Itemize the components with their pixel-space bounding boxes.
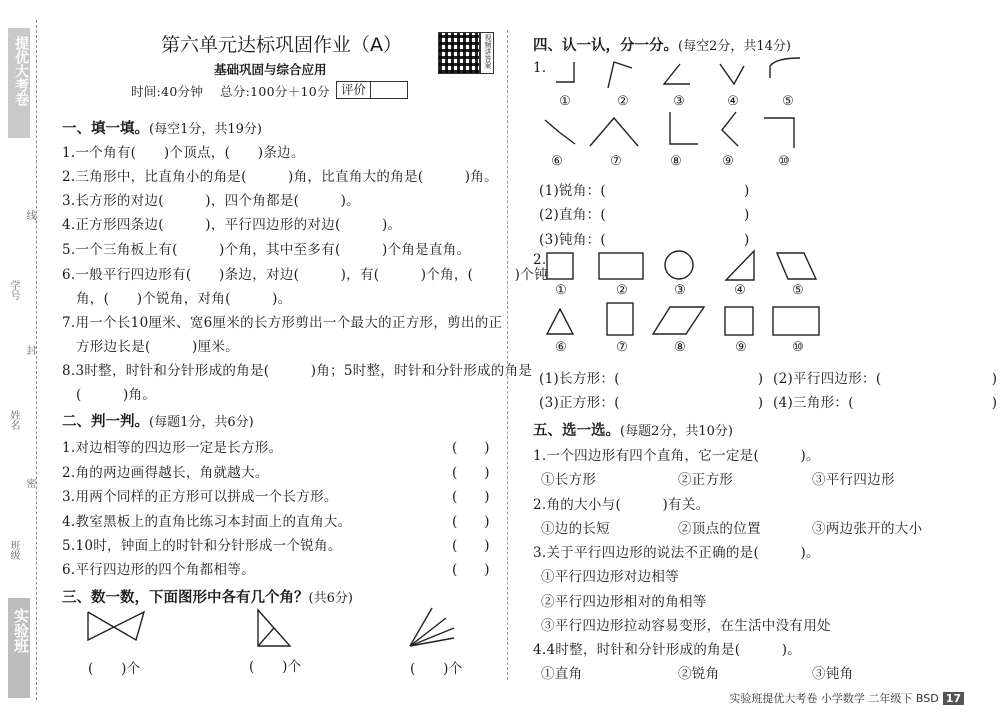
time-limit: 时间:40分钟 <box>131 84 204 99</box>
judge-item-6: 6.平行四边形的四个角都相等。 <box>62 562 255 578</box>
s1-line-6b: 角，( )个锐角，对角( )。 <box>76 291 292 307</box>
shape-num-2: ② <box>616 283 628 298</box>
count-answer-2[interactable]: ( )个 <box>249 659 302 675</box>
section-4-title: 四、认一认，分一分。(每空2分，共14分) <box>533 38 791 54</box>
s1-line-4: 4.正方形四条边( )，平行四边形的对边( )。 <box>62 217 402 233</box>
judge-answer-3[interactable]: ( ) <box>452 489 490 505</box>
shape-9-square <box>724 306 756 336</box>
choice-q4: 4.4时整，时针和分针形成的角是( )。 <box>533 642 802 658</box>
right-answer[interactable]: (2)直角：( ) <box>539 207 750 223</box>
count-answer-3[interactable]: ( )个 <box>410 661 463 677</box>
page-number: 17 <box>943 692 964 705</box>
angle-num-7: ⑦ <box>610 154 622 169</box>
s1-line-8b: ( )角。 <box>76 387 157 403</box>
class-label: 班级 <box>8 540 19 560</box>
angle-num-2: ② <box>617 94 629 109</box>
choice-q1: 1.一个四边形有四个直角，它一定是( )。 <box>533 448 820 464</box>
qr-code[interactable] <box>438 32 480 74</box>
judge-item-3: 3.用两个同样的正方形可以拼成一个长方形。 <box>62 489 338 505</box>
judge-item-5: 5.10时，钟面上的时针和分针形成一个锐角。 <box>62 538 342 554</box>
angle-num-4: ④ <box>727 94 739 109</box>
choice-q3-opt2[interactable]: ②平行四边形相对的角相等 <box>541 594 707 610</box>
figure-triangle-split <box>254 610 294 650</box>
choice-q1-opt2[interactable]: ②正方形 <box>678 472 734 488</box>
choice-q2: 2.角的大小与( )有关。 <box>533 497 710 513</box>
angle-10 <box>764 116 798 152</box>
shape-8-parallelogram <box>652 306 706 336</box>
page-footer <box>729 690 964 706</box>
shape-num-1: ① <box>555 283 567 298</box>
choice-q3-opt3[interactable]: ③平行四边形拉动容易变形，在生活中没有用处 <box>541 618 831 634</box>
judge-item-1: 1.对边相等的四边形一定是长方形。 <box>62 440 283 456</box>
choice-q4-opt1[interactable]: ①直角 <box>541 666 583 682</box>
count-answer-1[interactable]: ( )个 <box>88 661 141 677</box>
section-3-title: 三、数一数，下面图形中各有几个角？(共6分) <box>62 590 353 606</box>
choice-q3: 3.关于平行四边形的说法不正确的是( )。 <box>533 545 820 561</box>
name-label: 姓名 <box>8 410 19 430</box>
brand-bottom: 实验班 <box>12 608 30 653</box>
shape-num-4: ④ <box>734 283 746 298</box>
judge-item-4: 4.教室黑板上的直角比练习本封面上的直角大。 <box>62 514 352 530</box>
shape-num-5: ⑤ <box>792 283 804 298</box>
angle-num-8: ⑧ <box>670 154 682 169</box>
angle-num-5: ⑤ <box>782 94 794 109</box>
shape-7-rectangle <box>606 302 636 338</box>
square-answer[interactable]: (3)正方形：( ) <box>539 395 764 411</box>
s1-line-2: 2.三角形中，比直角小的角是( )角，比直角大的角是( )角。 <box>62 169 498 185</box>
angle-num-6: ⑥ <box>551 154 563 169</box>
shape-num-6: ⑥ <box>555 340 567 355</box>
cut-line <box>36 20 37 700</box>
shape-2-rectangle <box>598 252 646 280</box>
angle-num-3: ③ <box>673 94 685 109</box>
acute-answer[interactable]: (1)锐角：( ) <box>539 183 750 199</box>
judge-answer-6[interactable]: ( ) <box>452 562 490 578</box>
shape-6-triangle <box>546 308 576 336</box>
angle-6 <box>545 120 577 146</box>
angle-num-1: ① <box>559 94 571 109</box>
shape-num-8: ⑧ <box>674 340 686 355</box>
evaluation-field[interactable] <box>371 82 407 98</box>
rectangle-answer[interactable]: (1)长方形：( ) <box>539 371 764 387</box>
qr-note: 视频讲答案 <box>480 32 494 74</box>
shape-num-9: ⑨ <box>735 340 747 355</box>
obtuse-answer[interactable]: (3)钝角：( ) <box>539 232 750 248</box>
choice-q1-opt1[interactable]: ①长方形 <box>541 472 597 488</box>
choice-q2-opt1[interactable]: ①边的长短 <box>541 521 610 537</box>
judge-answer-5[interactable]: ( ) <box>452 538 490 554</box>
parallelogram-answer[interactable]: (2)平行四边形：( ) <box>773 371 998 387</box>
angle-5 <box>768 58 804 82</box>
angle-num-10: ⑩ <box>778 154 790 169</box>
angle-2 <box>606 62 636 90</box>
choice-q2-opt2[interactable]: ②顶点的位置 <box>678 521 761 537</box>
choice-q2-opt3[interactable]: ③两边张开的大小 <box>812 521 923 537</box>
s4-q2-label: 2. <box>533 252 547 268</box>
cut-label-3: 密 <box>24 478 35 488</box>
cut-label-1: 线 <box>24 210 35 220</box>
angle-1 <box>556 62 582 88</box>
s1-line-8: 8.3时整，时针和分针形成的角是( )角；5时整，时针和分针形成的角是 <box>62 363 533 379</box>
s1-line-7b: 方形边长是( )厘米。 <box>76 339 239 355</box>
s1-line-3: 3.长方形的对边( )，四个角都是( )。 <box>62 193 360 209</box>
shape-3-circle <box>664 250 696 282</box>
angle-7 <box>588 114 642 150</box>
triangle-answer[interactable]: (4)三角形：( ) <box>773 395 998 411</box>
student-no-label: 学号 <box>8 280 19 300</box>
s1-line-6: 6.一般平行四边形有( )条边，对边( )，有( )个角，( )个钝 <box>62 267 548 283</box>
cut-label-2: 封 <box>24 345 35 355</box>
section-2-title: 二、判一判。(每题1分，共6分) <box>62 414 254 430</box>
angle-9 <box>718 112 744 150</box>
judge-answer-2[interactable]: ( ) <box>452 465 490 481</box>
shape-10-rectangle <box>772 306 822 336</box>
s1-line-1: 1.一个角有( )个顶点，( )条边。 <box>62 145 305 161</box>
shape-4-triangle <box>724 250 756 282</box>
shape-num-10: ⑩ <box>792 340 804 355</box>
s4-q1-label: 1. <box>533 60 547 76</box>
angle-num-9: ⑨ <box>722 154 734 169</box>
shape-num-3: ③ <box>674 283 686 298</box>
evaluation-label: 评价 <box>337 82 371 98</box>
figure-bowtie <box>88 612 148 646</box>
choice-q4-opt3[interactable]: ③钝角 <box>812 666 854 682</box>
s1-line-7: 7.用一个长10厘米、宽6厘米的长方形剪出一个最大的正方形，剪出的正 <box>62 315 503 331</box>
total-score: 总分:100分＋10分 <box>220 84 330 99</box>
figure-rays <box>410 608 456 648</box>
judge-answer-1[interactable]: ( ) <box>452 440 490 456</box>
evaluation-box <box>336 81 408 99</box>
choice-q1-opt3[interactable]: ③平行四边形 <box>812 472 895 488</box>
judge-answer-4[interactable]: ( ) <box>452 514 490 530</box>
choice-q3-opt1[interactable]: ①平行四边形对边相等 <box>541 569 679 585</box>
s1-line-5: 5.一个三角板上有( )个角，其中至多有( )个角是直角。 <box>62 242 471 258</box>
judge-item-2: 2.角的两边画得越长，角就越大。 <box>62 465 269 481</box>
angle-4 <box>716 64 746 88</box>
angle-8 <box>668 112 702 148</box>
choice-q4-opt2[interactable]: ②锐角 <box>678 666 720 682</box>
footer-text: 实验班提优大考卷 小学数学 二年级下 BSD <box>729 692 939 705</box>
column-divider <box>507 30 508 680</box>
page-subtitle: 基础巩固与综合应用 <box>214 62 327 77</box>
shape-num-7: ⑦ <box>616 340 628 355</box>
brand-top: 提优大考卷 <box>13 36 29 106</box>
page-title: 第六单元达标巩固作业（A） <box>161 34 402 56</box>
section-5-title: 五、选一选。(每题2分，共10分) <box>533 423 733 439</box>
shape-1-square <box>546 252 576 280</box>
section-1-title: 一、填一填。(每空1分，共19分) <box>62 121 262 137</box>
angle-3 <box>660 64 692 88</box>
shape-5-parallelogram <box>776 252 818 280</box>
